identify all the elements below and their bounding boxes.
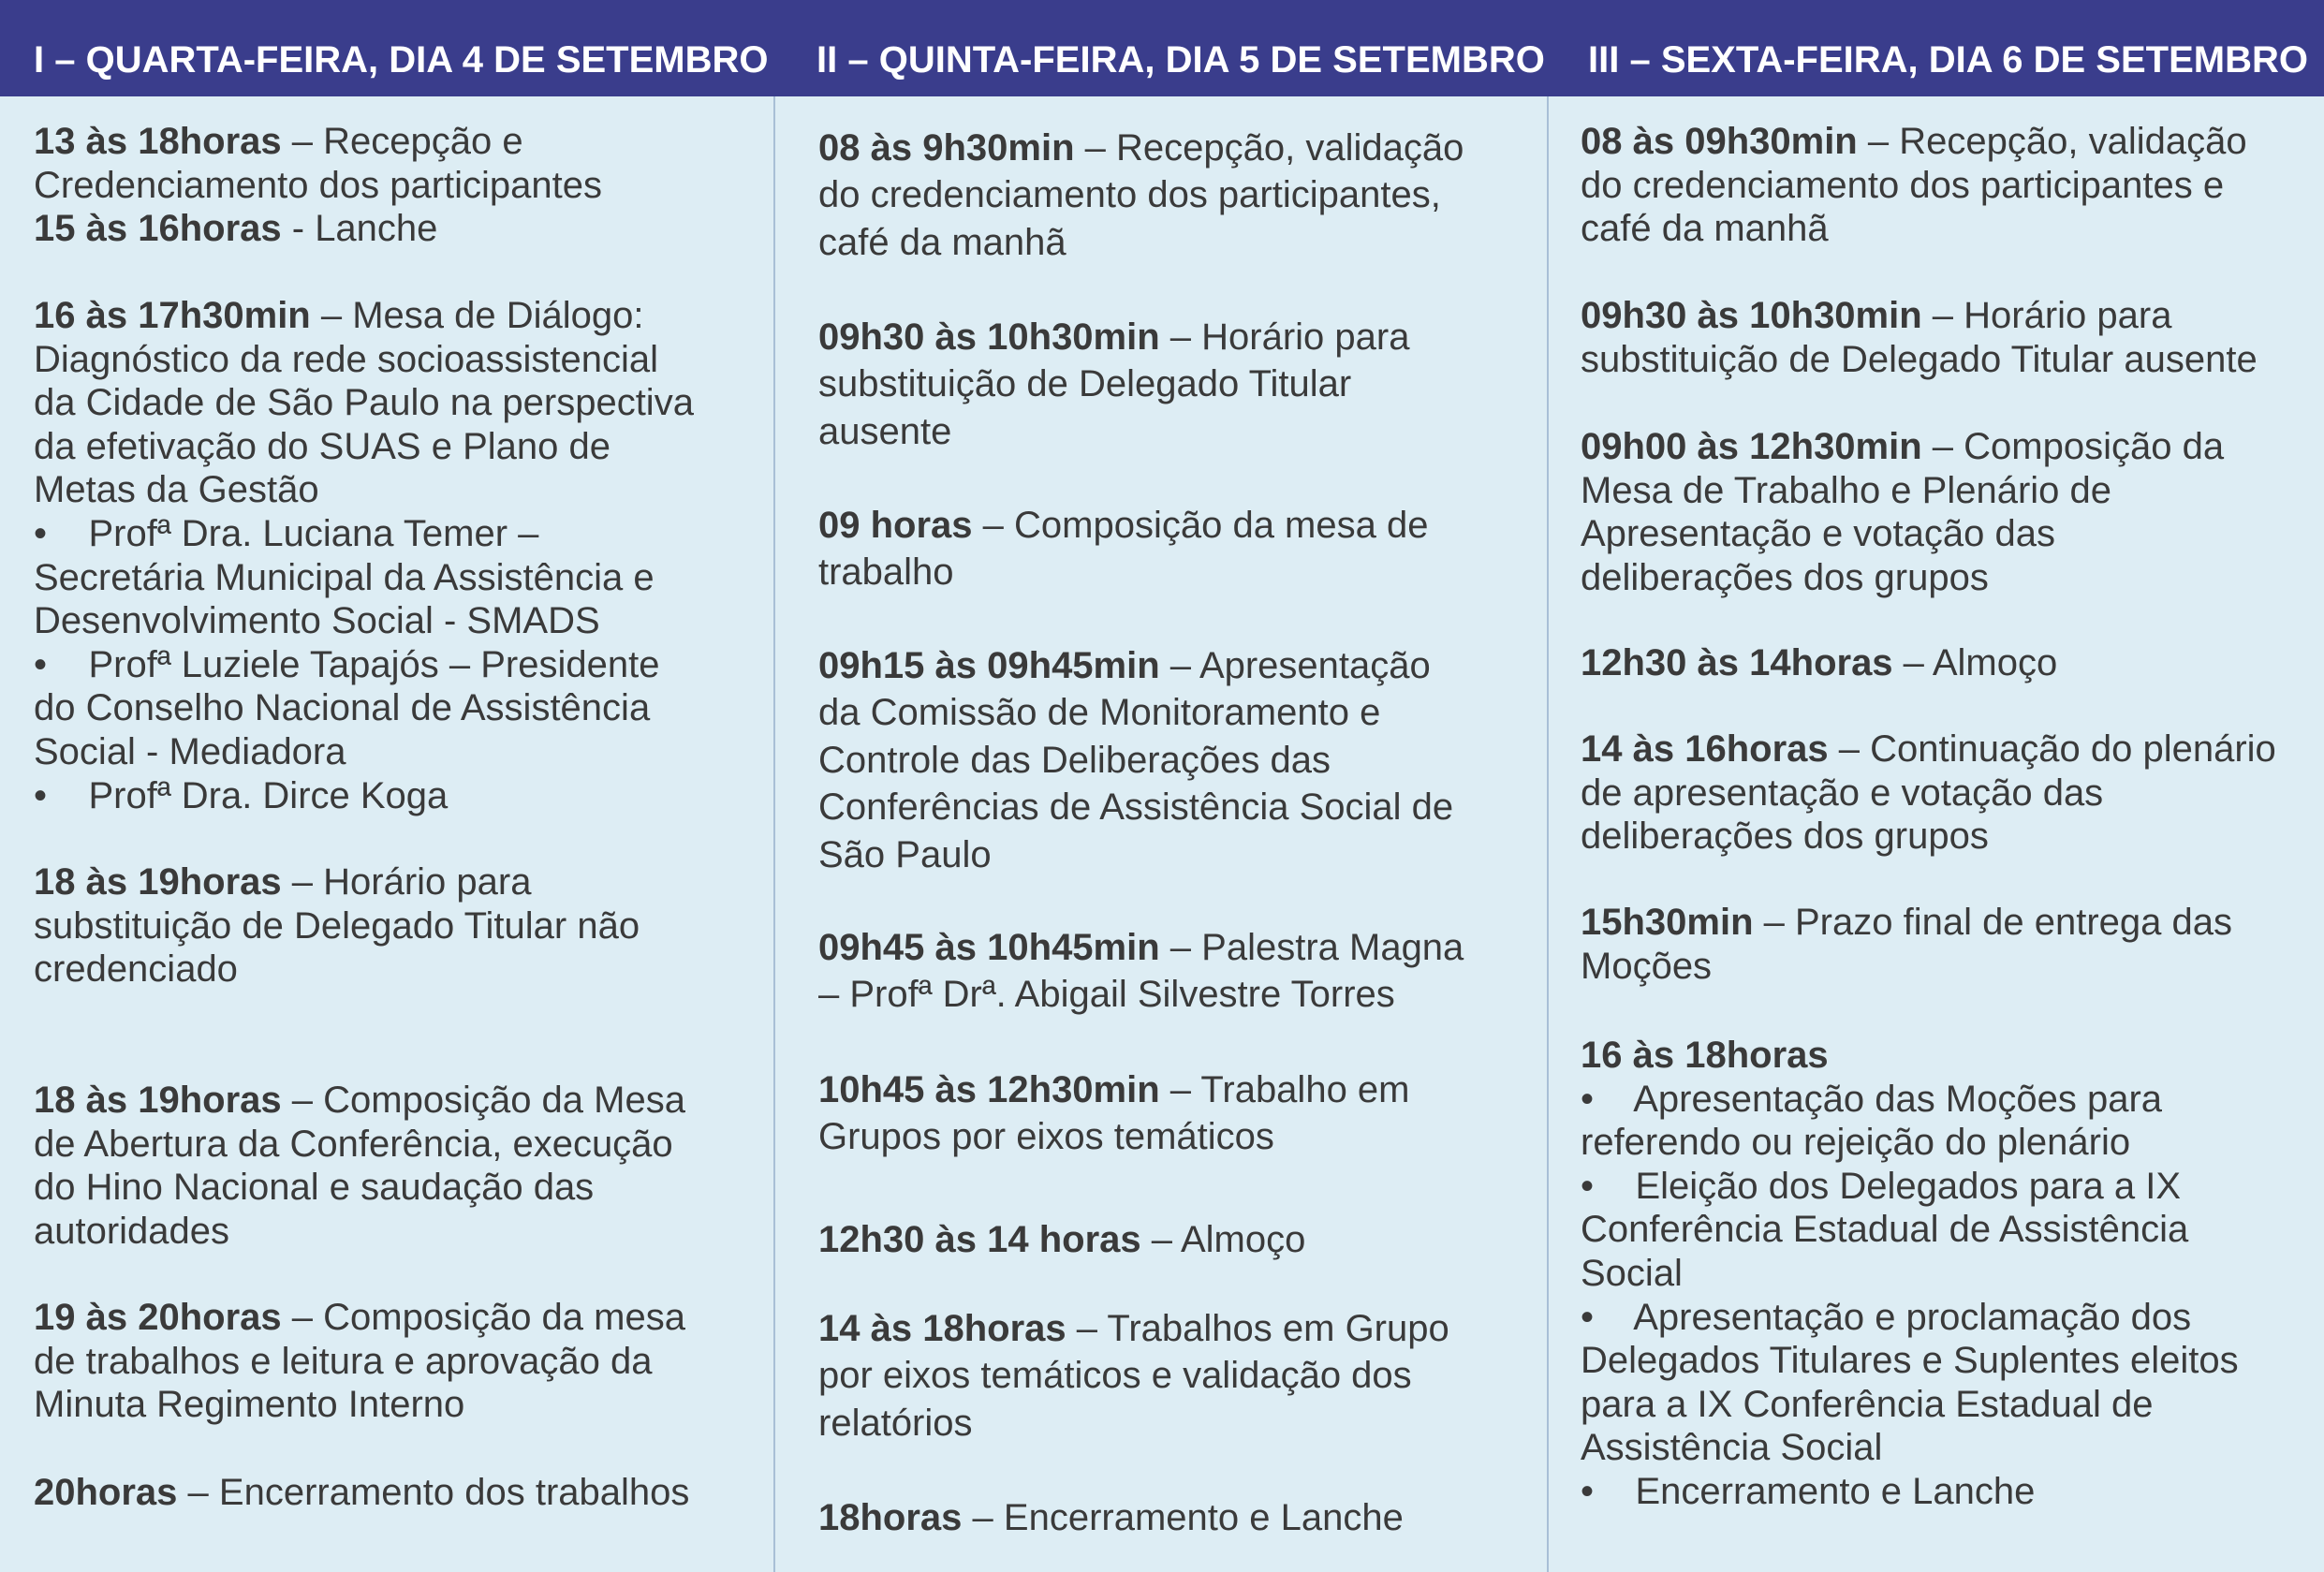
entry-first-line — [1581, 1034, 2239, 1078]
entry-line: da Cidade de São Paulo na perspectiva — [34, 382, 694, 424]
entry-line: • Profª Luziele Tapajós – Presidente — [34, 643, 660, 685]
entry-time: 13 às 18horas — [34, 121, 282, 162]
entry-time: 12h30 às 14horas — [1581, 642, 1893, 683]
entry-text: – Palestra Magna — [1159, 927, 1464, 968]
schedule-entry — [1581, 120, 2247, 251]
entry-line: autoridades — [34, 1210, 230, 1252]
day-2-column — [775, 96, 1547, 1572]
entry-first-line — [1581, 294, 2258, 338]
entry-first-line — [818, 314, 1409, 360]
entry-line: Minuta Regimento Interno — [34, 1384, 465, 1426]
entry-time: 20horas — [34, 1472, 178, 1513]
entry-line: do Conselho Nacional de Assistência — [34, 687, 651, 729]
schedule-entry — [34, 1079, 685, 1253]
schedule-entry — [34, 294, 694, 817]
entry-first-line — [818, 642, 1453, 689]
entry-line: Mesa de Trabalho e Plenário de — [1581, 469, 2112, 511]
schedule-entry — [1581, 425, 2224, 599]
entry-line: substituição de Delegado Titular não — [34, 904, 640, 947]
entry-first-line — [34, 294, 694, 338]
entry-first-line — [1581, 120, 2247, 164]
entry-line: Desenvolvimento Social - SMADS — [34, 600, 600, 642]
schedule-entry — [1581, 901, 2232, 988]
entry-first-line — [1581, 641, 2057, 685]
day-1-header: I – QUARTA-FEIRA, DIA 4 DE SETEMBRO — [34, 39, 769, 81]
entry-text: – Continuação do plenário — [1828, 728, 2276, 770]
entry-line: Assistência Social — [1581, 1427, 1883, 1469]
entry-line: de Abertura da Conferência, execução — [34, 1123, 673, 1165]
entry-text: – Encerramento dos trabalhos — [177, 1472, 690, 1513]
schedule-entry — [818, 924, 1464, 1019]
entry-line: da Comissão de Monitoramento e — [818, 692, 1381, 734]
entry-first-line — [818, 502, 1428, 549]
entry-text: – Mesa de Diálogo: — [310, 295, 644, 336]
entry-text: – Horário para — [281, 861, 532, 903]
entry-time: 12h30 às 14 horas — [818, 1219, 1141, 1260]
entry-line: • Apresentação e proclamação dos — [1581, 1296, 2192, 1338]
entry-time: 09h00 às 12h30min — [1581, 426, 1922, 467]
entry-time: 16 às 17h30min — [34, 295, 311, 336]
entry-text: – Almoço — [1892, 642, 2058, 683]
entry-line: Diagnóstico da rede socioassistencial — [34, 338, 659, 380]
entry-first-line — [34, 207, 437, 251]
entry-text: – Recepção, validação — [1074, 127, 1464, 169]
entry-line: da efetivação do SUAS e Plano de — [34, 425, 610, 467]
entry-first-line — [818, 1066, 1410, 1113]
entry-line: Conferência Estadual de Assistência — [1581, 1209, 2189, 1251]
entry-first-line — [1581, 901, 2232, 945]
entry-line: substituição de Delegado Titular ausente — [1581, 338, 2258, 380]
entry-time: 16 às 18horas — [1581, 1035, 1829, 1076]
entry-time: 08 às 09h30min — [1581, 121, 1858, 162]
schedule-entry — [818, 1305, 1449, 1447]
entry-line: deliberações dos grupos — [1581, 815, 1989, 858]
entry-text: – Composição da mesa de — [972, 505, 1429, 546]
entry-line: Controle das Deliberações das — [818, 739, 1331, 781]
schedule-entry — [1581, 727, 2276, 859]
schedule-entry — [818, 502, 1428, 596]
entry-text: – Almoço — [1140, 1219, 1306, 1260]
entry-time: 09h15 às 09h45min — [818, 645, 1160, 686]
entry-line: de apresentação e votação das — [1581, 771, 2104, 814]
schedule-entry — [818, 1494, 1404, 1541]
schedule-entry — [34, 1471, 689, 1515]
entry-first-line — [34, 1471, 689, 1515]
entry-first-line — [818, 1216, 1305, 1263]
entry-line: referendo ou rejeição do plenário — [1581, 1122, 2131, 1164]
day-2-header: II – QUINTA-FEIRA, DIA 5 DE SETEMBRO — [816, 39, 1545, 81]
entry-line: trabalho — [818, 551, 954, 594]
entry-text: – Recepção, validação — [1857, 121, 2247, 162]
entry-first-line — [818, 1305, 1449, 1352]
entry-line: café da manhã — [1581, 208, 1829, 250]
entry-line: de trabalhos e leitura e aprovação da — [34, 1340, 653, 1382]
entry-time: 08 às 9h30min — [818, 127, 1075, 169]
entry-first-line — [818, 924, 1464, 971]
entry-line: ausente — [818, 410, 952, 452]
entry-time: 15h30min — [1581, 902, 1754, 943]
entry-line: substituição de Delegado Titular — [818, 363, 1352, 405]
entry-line: do Hino Nacional e saudação das — [34, 1167, 595, 1209]
entry-line: Conferências de Assistência Social de — [818, 786, 1454, 829]
entry-time: 14 às 18horas — [818, 1308, 1066, 1349]
entry-time: 18horas — [818, 1497, 963, 1538]
entry-line: do credenciamento dos participantes, — [818, 174, 1441, 216]
day-3-column — [1549, 96, 2324, 1572]
entry-line: Metas da Gestão — [34, 469, 319, 511]
entry-line: Social — [1581, 1252, 1683, 1294]
entry-time: 09h30 às 10h30min — [1581, 295, 1922, 336]
schedule-entry — [818, 1066, 1410, 1161]
entry-time: 14 às 16horas — [1581, 728, 1829, 770]
entry-text: – Apresentação — [1159, 645, 1431, 686]
entry-line: Moções — [1581, 945, 1713, 987]
schedule-entry — [818, 1216, 1305, 1263]
entry-line: São Paulo — [818, 833, 992, 875]
entry-text: – Composição da Mesa — [281, 1080, 685, 1121]
entry-line: Apresentação e votação das — [1581, 513, 2056, 555]
entry-line: Secretária Municipal da Assistência e — [34, 556, 655, 598]
entry-line: por eixos temáticos e validação dos — [818, 1355, 1412, 1397]
entry-first-line — [1581, 727, 2276, 771]
schedule-entry — [34, 207, 437, 251]
schedule-entry — [34, 1296, 685, 1427]
entry-line: do credenciamento dos participantes e — [1581, 164, 2225, 206]
entry-first-line — [1581, 425, 2224, 469]
schedule-entry — [818, 642, 1453, 878]
entry-first-line — [34, 1079, 685, 1123]
schedule-entry — [1581, 641, 2057, 685]
schedule-entry — [34, 860, 640, 992]
entry-time: 09 horas — [818, 505, 973, 546]
entry-text: – Trabalho em — [1159, 1069, 1410, 1110]
entry-text: – Encerramento e Lanche — [962, 1497, 1404, 1538]
schedule-entry — [1581, 1034, 2239, 1514]
entry-first-line — [34, 860, 640, 904]
schedule-entry — [818, 125, 1464, 266]
schedule-entry — [818, 314, 1409, 455]
entry-text: – Horário para — [1159, 316, 1410, 358]
entry-text: – Prazo final de entrega das — [1753, 902, 2232, 943]
entry-text: – Composição da — [1921, 426, 2225, 467]
entry-line: café da manhã — [818, 221, 1066, 263]
entry-line: Delegados Titulares e Suplentes eleitos — [1581, 1340, 2239, 1382]
schedule-entry — [34, 120, 602, 207]
entry-time: 10h45 às 12h30min — [818, 1069, 1160, 1110]
entry-line: relatórios — [818, 1402, 973, 1444]
entry-line: • Apresentação das Moções para — [1581, 1078, 2163, 1120]
entry-text: – Trabalhos em Grupo — [1066, 1308, 1449, 1349]
entry-line: Social - Mediadora — [34, 730, 346, 772]
entry-line: Grupos por eixos temáticos — [818, 1116, 1274, 1158]
entry-line: – Profª Drª. Abigail Silvestre Torres — [818, 974, 1395, 1016]
entry-text: - Lanche — [281, 208, 438, 249]
entry-line: credenciado — [34, 948, 238, 991]
entry-text: – Recepção e — [281, 121, 523, 162]
entry-line: para a IX Conferência Estadual de — [1581, 1383, 2154, 1425]
schedule-entry — [1581, 294, 2258, 381]
entry-line: • Profª Dra. Dirce Koga — [34, 774, 449, 816]
entry-line: Credenciamento dos participantes — [34, 164, 603, 206]
entry-line: • Encerramento e Lanche — [1581, 1470, 2036, 1512]
header-bar — [0, 0, 2324, 96]
entry-line: deliberações dos grupos — [1581, 556, 1989, 598]
entry-first-line — [34, 1296, 685, 1340]
entry-first-line — [818, 125, 1464, 171]
day-3-header: III – SEXTA-FEIRA, DIA 6 DE SETEMBRO — [1588, 39, 2308, 81]
entry-line: • Eleição dos Delegados para a IX — [1581, 1165, 2182, 1207]
entry-time: 09h45 às 10h45min — [818, 927, 1160, 968]
entry-line: • Profª Dra. Luciana Temer – — [34, 512, 539, 554]
day-1-column — [0, 96, 773, 1572]
entry-time: 09h30 às 10h30min — [818, 316, 1160, 358]
entry-time: 18 às 19horas — [34, 1080, 282, 1121]
entry-text: – Horário para — [1921, 295, 2172, 336]
entry-time: 15 às 16horas — [34, 208, 282, 249]
entry-time: 18 às 19horas — [34, 861, 282, 903]
entry-text: – Composição da mesa — [281, 1297, 685, 1338]
entry-first-line — [34, 120, 602, 164]
entry-first-line — [818, 1494, 1404, 1541]
entry-time: 19 às 20horas — [34, 1297, 282, 1338]
